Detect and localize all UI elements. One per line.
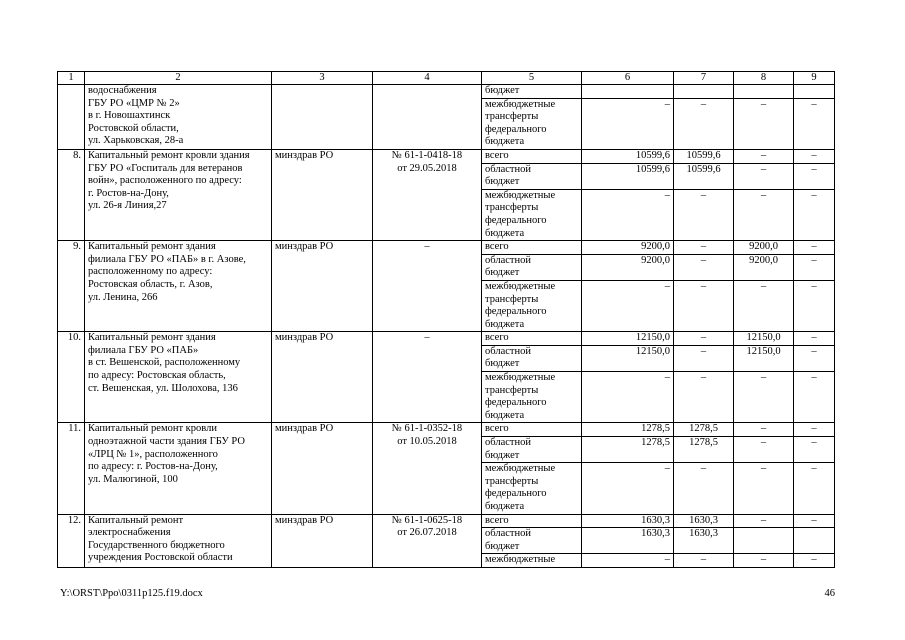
value-cell: – [674,372,734,423]
value-cell: – [794,332,835,346]
col-header: 3 [272,72,373,85]
funding-source-cell: межбюджетные трансферты федерального бюджета [482,98,582,149]
value-cell: 9200,0 [734,241,794,255]
value-cell: – [734,423,794,437]
value-cell: – [582,280,674,331]
funding-source-cell: всего [482,241,582,255]
document-cell: № 61-1-0418-18 от 29.05.2018 [373,149,482,240]
value-cell: – [674,189,734,240]
funding-source-cell: бюджет [482,85,582,99]
col-header: 5 [482,72,582,85]
organization-cell: минздрав РО [272,514,373,567]
value-cell: – [674,254,734,280]
funding-source-cell: всего [482,332,582,346]
funding-source-cell: всего [482,423,582,437]
table-row [58,423,835,437]
value-cell: – [794,437,835,463]
value-cell: – [582,372,674,423]
value-cell: – [794,372,835,423]
budget-table [57,71,835,568]
value-cell: 1278,5 [582,437,674,463]
item-number-cell: 10. [58,332,85,423]
value-cell: 9200,0 [734,254,794,280]
object-name-cell: Капитальный ремонт кровли здания ГБУ РО «Госпиталь для ветеранов войн», расположенного по адресу: г. Ростов-на-Дону, ул. 26-я Линия,27 [85,149,272,240]
value-cell: – [734,163,794,189]
value-cell: – [674,280,734,331]
value-cell: – [734,98,794,149]
col-header: 1 [58,72,85,85]
funding-source-cell: областной бюджет [482,437,582,463]
value-cell: – [674,98,734,149]
funding-source-cell: областной бюджет [482,254,582,280]
value-cell: – [582,463,674,514]
value-cell: – [794,280,835,331]
value-cell: 1630,3 [582,514,674,528]
funding-source-cell: всего [482,149,582,163]
value-cell [734,528,794,554]
value-cell: – [734,437,794,463]
value-cell [674,85,734,99]
value-cell: – [674,463,734,514]
value-cell: – [794,163,835,189]
value-cell: 1278,5 [674,437,734,463]
value-cell: 12150,0 [582,332,674,346]
item-number-cell: 9. [58,241,85,332]
funding-source-cell: межбюджетные трансферты федерального бюджета [482,280,582,331]
value-cell: – [794,345,835,371]
value-cell: 1630,3 [674,514,734,528]
value-cell: 10599,6 [674,149,734,163]
col-header: 9 [794,72,835,85]
value-cell: – [794,189,835,240]
col-header: 7 [674,72,734,85]
object-name-cell: Капитальный ремонт кровли одноэтажной части здания ГБУ РО «ЛРЦ № 1», расположенного по адресу: г. Ростов-на-Дону, ул. Малюгиной, 100 [85,423,272,514]
value-cell: – [794,241,835,255]
value-cell: 10599,6 [582,149,674,163]
organization-cell [272,85,373,150]
value-cell [582,85,674,99]
table-row [58,332,835,346]
organization-cell: минздрав РО [272,241,373,332]
value-cell: 1630,3 [582,528,674,554]
value-cell: – [674,554,734,568]
value-cell: 1630,3 [674,528,734,554]
column-number-row [58,72,835,85]
value-cell [794,528,835,554]
value-cell: – [794,423,835,437]
value-cell: 10599,6 [674,163,734,189]
value-cell: – [734,280,794,331]
funding-source-cell: областной бюджет [482,345,582,371]
item-number-cell: 11. [58,423,85,514]
item-number-cell: 12. [58,514,85,567]
value-cell: – [794,149,835,163]
object-name-cell: Капитальный ремонт здания филиала ГБУ РО «ПАБ» в г. Азове, расположенному по адресу: Ростовская область, г. Азов, ул. Ленина, 266 [85,241,272,332]
organization-cell: минздрав РО [272,332,373,423]
funding-source-cell: областной бюджет [482,528,582,554]
value-cell [734,85,794,99]
value-cell: – [794,463,835,514]
value-cell: 9200,0 [582,254,674,280]
item-number-cell: 8. [58,149,85,240]
col-header: 6 [582,72,674,85]
value-cell: – [582,189,674,240]
document-cell: – [373,241,482,332]
value-cell: – [582,98,674,149]
document-cell: № 61-1-0625-18 от 26.07.2018 [373,514,482,567]
col-header: 4 [373,72,482,85]
organization-cell: минздрав РО [272,423,373,514]
value-cell: – [734,463,794,514]
value-cell: – [674,241,734,255]
col-header: 8 [734,72,794,85]
funding-source-cell: межбюджетные трансферты федерального бюджета [482,463,582,514]
table-row [58,241,835,255]
value-cell: 12150,0 [582,345,674,371]
object-name-cell: Капитальный ремонт электроснабжения Государственного бюджетного учреждения Ростовской области [85,514,272,567]
object-name-cell: Капитальный ремонт здания филиала ГБУ РО «ПАБ» в ст. Вешенской, расположенному по адресу: Ростовская область, ст. Вешенская, ул. Шолохова, 136 [85,332,272,423]
value-cell [794,85,835,99]
table-row [58,149,835,163]
value-cell: – [674,332,734,346]
object-name-cell: водоснабжения ГБУ РО «ЦМР № 2» в г. Новошахтинск Ростовской области, ул. Харьковская, 28-а [85,85,272,150]
value-cell: 1278,5 [674,423,734,437]
funding-source-cell: межбюджетные [482,554,582,568]
item-number-cell [58,85,85,150]
value-cell: – [794,254,835,280]
value-cell: – [794,554,835,568]
table-row [58,85,835,99]
funding-source-cell: всего [482,514,582,528]
value-cell: 9200,0 [582,241,674,255]
funding-source-cell: областной бюджет [482,163,582,189]
value-cell: – [734,189,794,240]
value-cell: – [674,345,734,371]
table-row [58,514,835,528]
value-cell: 12150,0 [734,332,794,346]
page-number: 46 [824,588,835,599]
document-cell [373,85,482,150]
value-cell: – [734,372,794,423]
funding-source-cell: межбюджетные трансферты федерального бюджета [482,372,582,423]
file-path: Y:\ORST\Ppo\0311p125.f19.docx [60,588,203,599]
value-cell: – [734,149,794,163]
value-cell: – [794,98,835,149]
value-cell: – [582,554,674,568]
value-cell: 12150,0 [734,345,794,371]
document-cell: – [373,332,482,423]
value-cell: – [734,514,794,528]
value-cell: 1278,5 [582,423,674,437]
organization-cell: минздрав РО [272,149,373,240]
value-cell: – [794,514,835,528]
value-cell: – [734,554,794,568]
col-header: 2 [85,72,272,85]
document-cell: № 61-1-0352-18 от 10.05.2018 [373,423,482,514]
funding-source-cell: межбюджетные трансферты федерального бюджета [482,189,582,240]
value-cell: 10599,6 [582,163,674,189]
